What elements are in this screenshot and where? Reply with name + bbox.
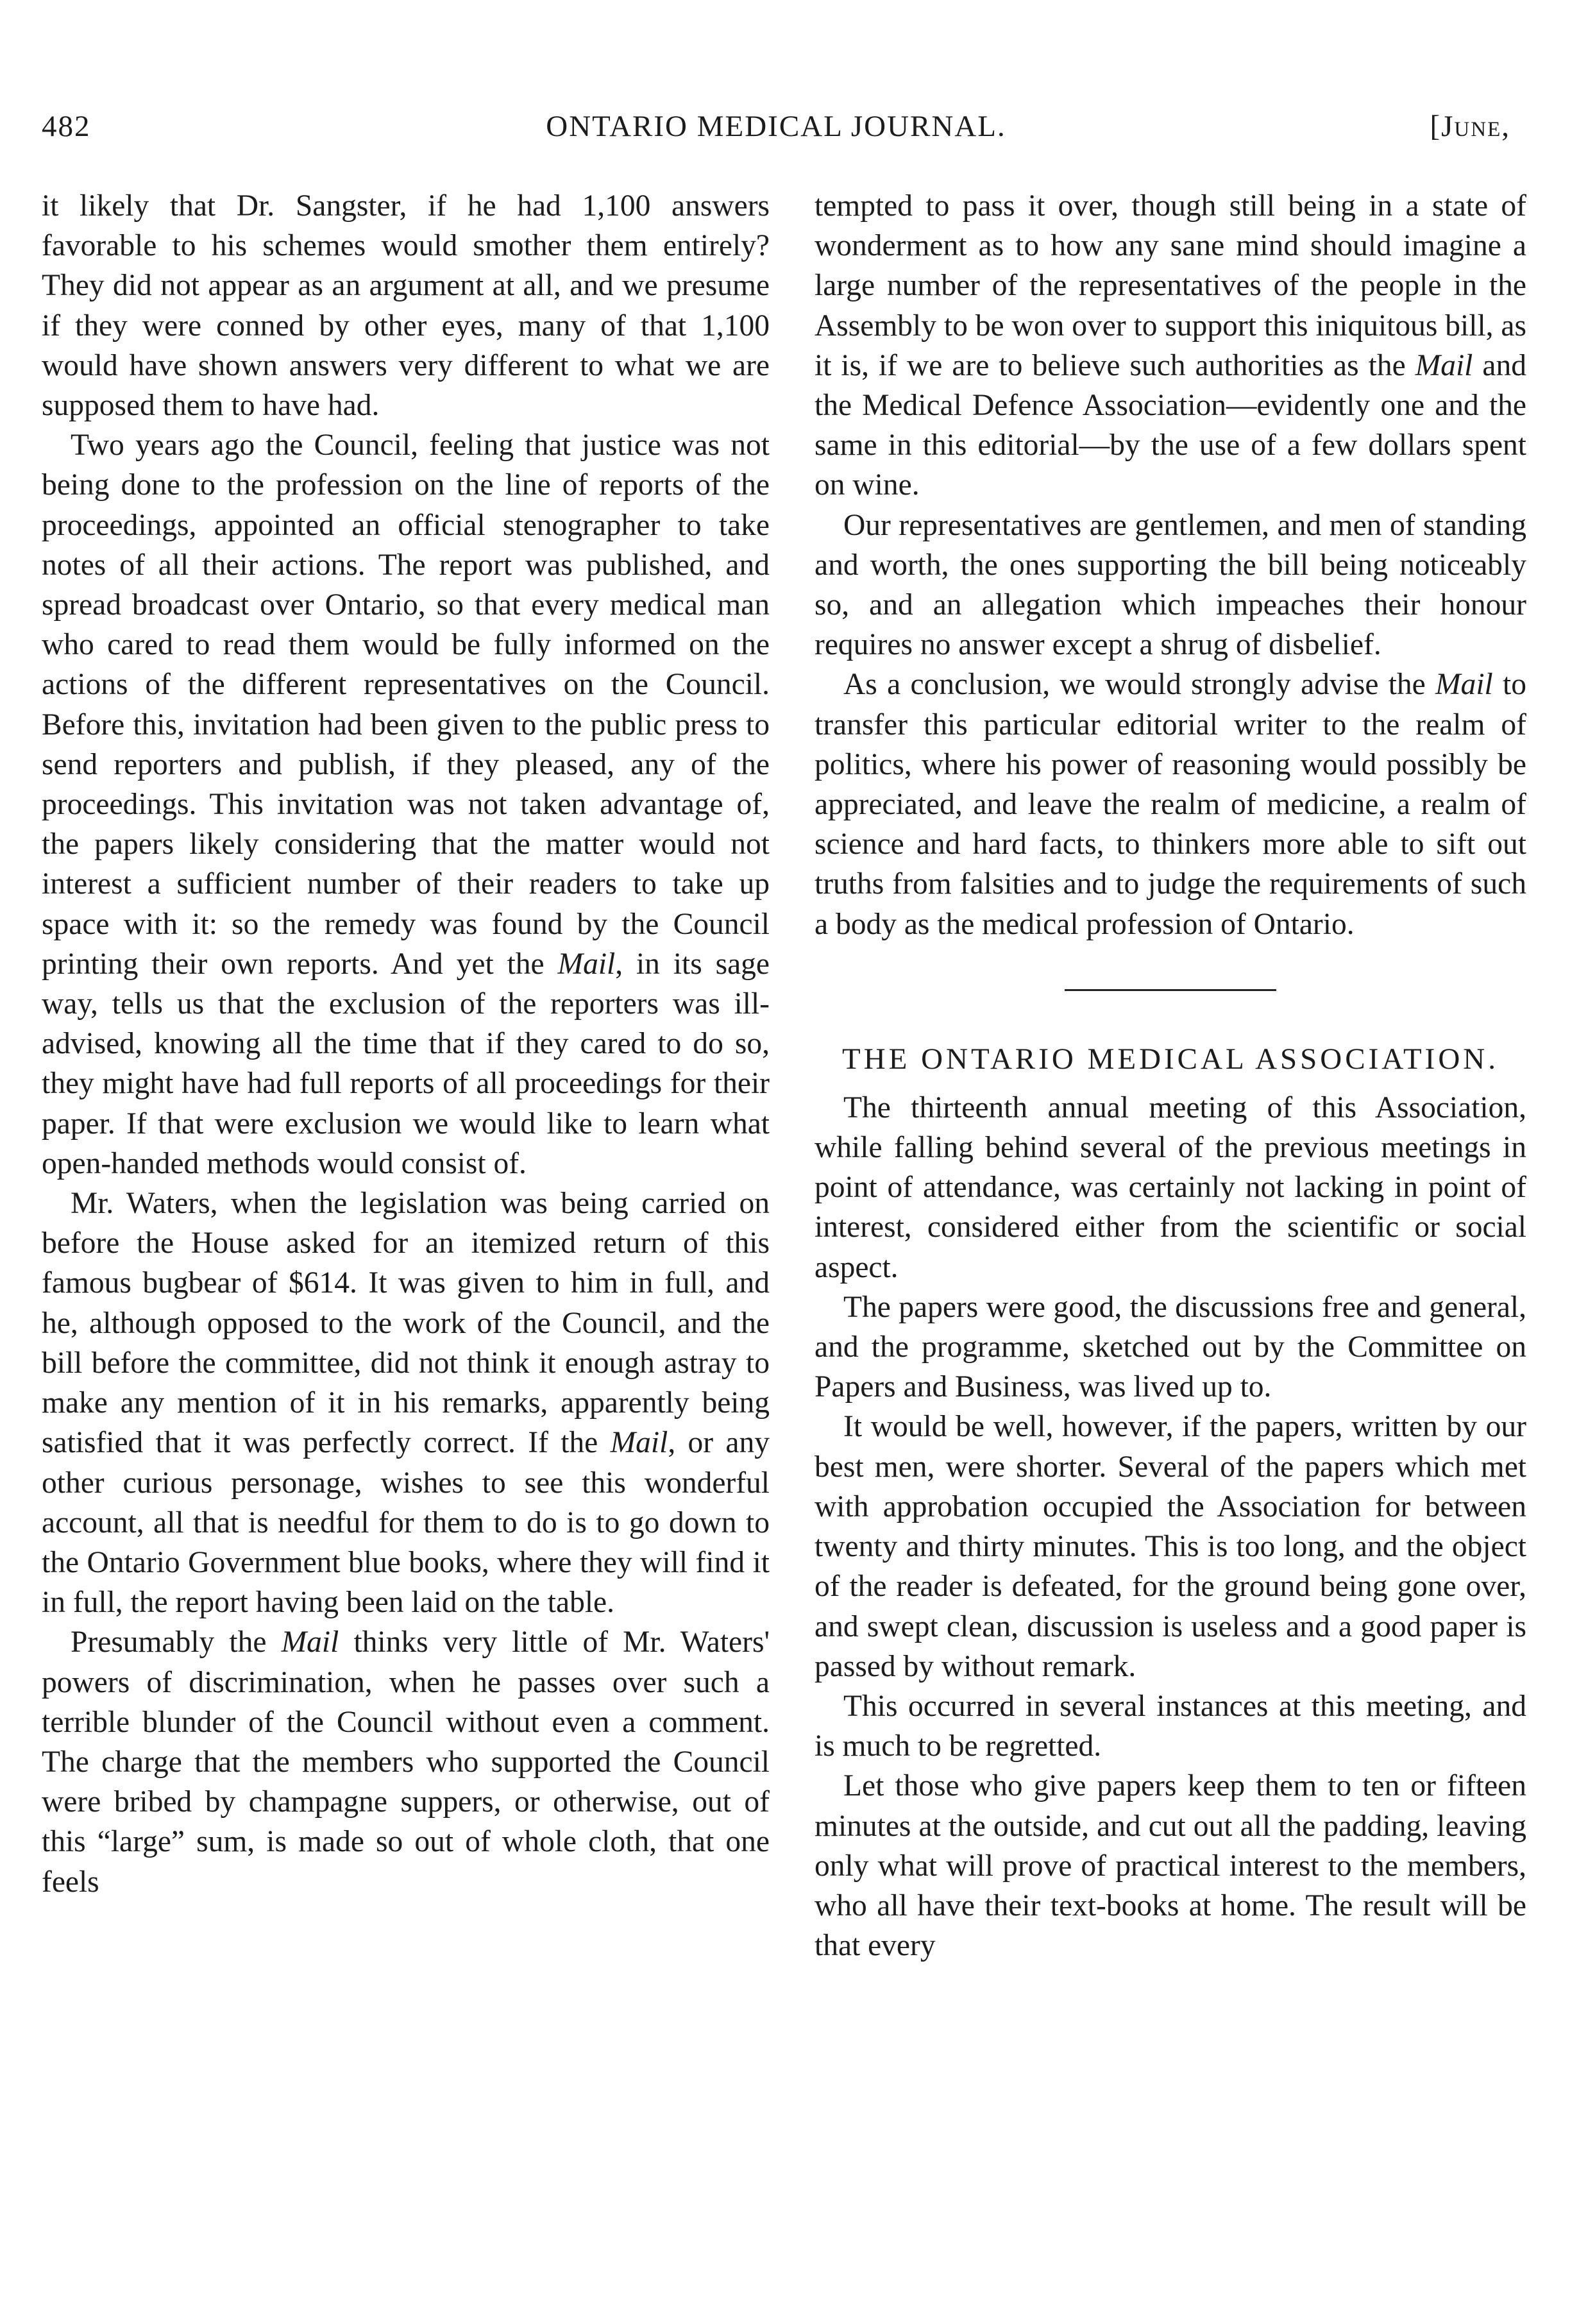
paragraph: tempted to pass it over, though still being in a state of wonderment as to how any sane mind should imagine a large number of the representatives of the people in the Assembly to be won over to support this iniquitous bill, as it is, if we are to believe such authorities as the Mail and the Medical Defence Association—evidently one and the same in this editorial—by the use of a few dollars spent on wine. bbox=[815, 189, 1526, 502]
newspaper-name: Mail bbox=[1435, 668, 1493, 702]
paragraph: Let those who give papers keep them to ten or fifteen minutes at the outside, and cut out all the padding, leaving only what will prove of practical interest to the members, who all have their text-books at home. The result will be that every bbox=[815, 1769, 1526, 1963]
section-heading: THE ONTARIO MEDICAL ASSOCIATION. bbox=[842, 1042, 1499, 1076]
journal-title: ONTARIO MEDICAL JOURNAL. bbox=[546, 110, 1006, 143]
paragraph: The thirteenth annual meeting of this Association, while falling behind several of the previous meetings in point of attendance, was certainly not lacking in point of interest, considered either from the scientific or social aspect. bbox=[815, 1090, 1526, 1284]
section-divider bbox=[1065, 989, 1276, 991]
paragraph: Two years ago the Council, feeling that justice was not being done to the profession on the line of reports of the proceedings, appointed an official stenographer to take notes of all their actions. The report was published, and spread broadcast over Ontario, so that every medical man who cared to read them would be fully informed on the actions of the different representatives on the Council. Before this, invitation had been given to the public press to send reporters and publish, if they pleased, any of the proceedings. This invitation was not taken advantage of, the papers likely considering that the matter would not interest a sufficient number of their readers to take up space with it: so the remedy was found by the Council printing their own reports. And yet the Mail, in its sage way, tells us that the exclusion of the reporters was ill-advised, knowing all the time that if they cared to do so, they might have had full reports of all proceedings for their paper. If that were exclusion we would like to learn what open-handed methods would consist of. bbox=[42, 428, 770, 1180]
right-column bbox=[815, 186, 1526, 1965]
newspaper-name: Mail bbox=[281, 1625, 339, 1659]
paragraph: Presumably the Mail thinks very little of Mr. Waters' powers of discrimination, when he passes over such a terrible blunder of the Council without even a comment. The charge that the members who supported the Council were bribed by champagne suppers, or otherwise, out of this “large” sum, is made so out of whole cloth, that one feels bbox=[42, 1625, 770, 1899]
paragraph: Our representatives are gentlemen, and men of standing and worth, the ones supporting the bill being noticeably so, and an allegation which impeaches their honour requires no answer except a shrug of disbelief. bbox=[815, 508, 1526, 662]
newspaper-name: Mail bbox=[1415, 348, 1473, 382]
paragraph: It would be well, however, if the papers, written by our best men, were shorter. Several of the papers which met with approbation occupied the Association for between twenty and thirty minutes. This is too long, and the object of the reader is defeated, for the ground being gone over, and swept clean, discussion is useless and a good paper is passed by without remark. bbox=[815, 1410, 1526, 1683]
issue-month: [June, bbox=[1430, 110, 1510, 143]
paragraph: it likely that Dr. Sangster, if he had 1,100 answers favorable to his schemes would smother them entirely? They did not appear as an argument at all, and we presume if they were conned by other eyes, many of that 1,100 would have shown answers very different to what we are supposed them to have had. bbox=[42, 189, 770, 423]
paragraph: As a conclusion, we would strongly advise the Mail to transfer this particular editorial writer to the realm of politics, where his power of reasoning would possibly be appreciated, and leave the realm of medicine, a realm of science and hard facts, to thinkers more able to sift out truths from falsities and to judge the requirements of such a body as the medical profession of Ontario. bbox=[815, 668, 1526, 941]
paragraph: Mr. Waters, when the legislation was being carried on before the House asked for an itemized return of this famous bugbear of $614. It was given to him in full, and he, although opposed to the work of the Council, and the bill before the committee, did not think it enough astray to make any mention of it in his remarks, apparently being satisfied that it was perfectly correct. If the Mail, or any other curious personage, wishes to see this wonderful account, all that is needful for them to do is to go down to the Ontario Government blue books, where they will find it in full, the report having been laid on the table. bbox=[42, 1187, 770, 1620]
newspaper-name: Mail bbox=[557, 947, 616, 981]
left-column bbox=[42, 186, 770, 1902]
page-number: 482 bbox=[42, 110, 91, 143]
newspaper-name: Mail bbox=[610, 1426, 668, 1460]
paragraph: The papers were good, the discussions free and general, and the programme, sketched out by the Committee on Papers and Business, was lived up to. bbox=[815, 1290, 1526, 1404]
running-header bbox=[42, 109, 1510, 167]
paragraph: This occurred in several instances at this meeting, and is much to be regretted. bbox=[815, 1689, 1526, 1763]
